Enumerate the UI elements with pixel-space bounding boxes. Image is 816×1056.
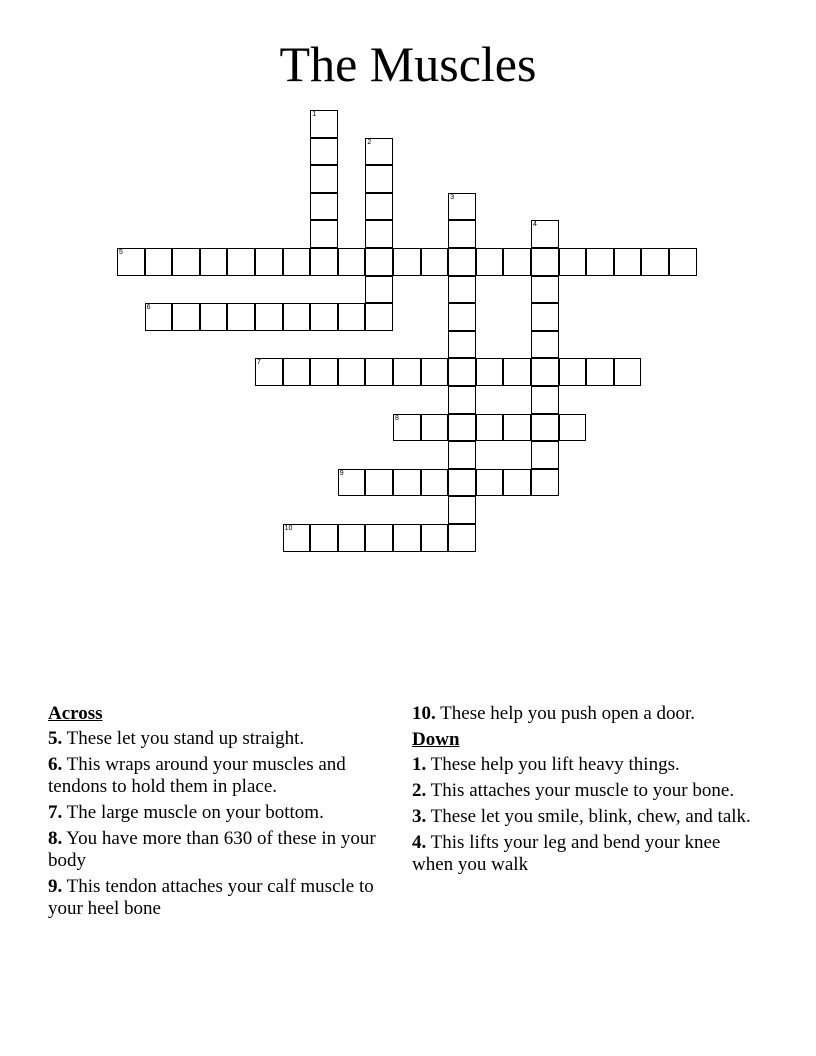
grid-cell[interactable]: [586, 358, 614, 386]
grid-cell[interactable]: [421, 358, 449, 386]
grid-cell[interactable]: [393, 248, 421, 276]
grid-cell[interactable]: [255, 303, 283, 331]
grid-cell[interactable]: [145, 303, 173, 331]
across-clue-7: 7. The large muscle on your bottom.: [48, 802, 324, 823]
grid-cell[interactable]: [476, 414, 504, 442]
across-clue-5: 5. These let you stand up straight.: [48, 728, 305, 749]
grid-cell[interactable]: [310, 248, 338, 276]
grid-cell[interactable]: [172, 303, 200, 331]
grid-cell[interactable]: [283, 358, 311, 386]
cell-number: 7: [257, 359, 261, 367]
across-clue-6: 6. This wraps around your muscles and tendons to hold them in place.: [48, 754, 346, 797]
grid-cell[interactable]: [255, 358, 283, 386]
grid-cell[interactable]: [448, 469, 476, 497]
cell-number: 8: [395, 414, 399, 422]
grid-cell[interactable]: [310, 193, 338, 221]
grid-cell[interactable]: [531, 358, 559, 386]
grid-cell[interactable]: [393, 414, 421, 442]
grid-cell[interactable]: [448, 303, 476, 331]
grid-cell[interactable]: [531, 303, 559, 331]
grid-cell[interactable]: [559, 414, 587, 442]
grid-cell[interactable]: [421, 524, 449, 552]
grid-cell[interactable]: [365, 193, 393, 221]
down-clue-2: 2. This attaches your muscle to your bone.: [412, 780, 735, 801]
grid-cell[interactable]: [669, 248, 697, 276]
grid-cell[interactable]: [421, 414, 449, 442]
across-heading: Across: [48, 703, 103, 724]
cell-number: 4: [533, 221, 537, 229]
grid-cell[interactable]: [531, 220, 559, 248]
grid-cell[interactable]: [448, 331, 476, 359]
cell-number: 6: [146, 304, 151, 312]
grid-cell[interactable]: [503, 248, 531, 276]
clues-column-left: [48, 703, 388, 924]
grid-cell[interactable]: [476, 358, 504, 386]
cell-number: 5: [119, 249, 123, 256]
grid-cell[interactable]: [503, 469, 531, 497]
grid-cell[interactable]: [421, 248, 449, 276]
grid-cell[interactable]: [310, 165, 338, 193]
down-clue-1: 1. These help you lift heavy things.: [412, 754, 680, 775]
grid-cell[interactable]: [310, 358, 338, 386]
grid-cell[interactable]: [310, 138, 338, 166]
grid-cell[interactable]: [531, 414, 559, 442]
grid-cell[interactable]: [448, 276, 476, 304]
grid-cell[interactable]: [365, 469, 393, 497]
grid-cell[interactable]: [614, 358, 642, 386]
grid-cell[interactable]: [200, 303, 228, 331]
grid-cell[interactable]: [283, 248, 311, 276]
cell-number: 9: [339, 469, 344, 477]
grid-cell[interactable]: [448, 414, 476, 442]
grid-cell[interactable]: [448, 524, 476, 552]
grid-cell[interactable]: [338, 469, 366, 497]
across-clue-8: 8. You have more than 630 of these in your body: [48, 828, 376, 871]
grid-cell[interactable]: [503, 358, 531, 386]
cell-number: 2: [367, 138, 372, 146]
grid-cell[interactable]: [200, 248, 228, 276]
down-heading: Down: [412, 729, 460, 750]
grid-cell[interactable]: [338, 303, 366, 331]
grid-cell[interactable]: [145, 248, 173, 276]
grid-cell[interactable]: [531, 331, 559, 359]
down-clue-4: 4. This lifts your leg and bend your knee when you walk: [412, 832, 721, 875]
grid-cell[interactable]: [559, 358, 587, 386]
grid-cell[interactable]: [393, 524, 421, 552]
grid-cell[interactable]: [393, 469, 421, 497]
grid-cell[interactable]: [227, 303, 255, 331]
across-clue-9: 9. This tendon attaches your calf muscle to your heel bone: [48, 876, 374, 919]
grid-cell[interactable]: [476, 469, 504, 497]
grid-cell[interactable]: [365, 358, 393, 386]
grid-cell[interactable]: [310, 303, 338, 331]
grid-cell[interactable]: [531, 469, 559, 497]
grid-cell[interactable]: [448, 386, 476, 414]
grid-cell[interactable]: [338, 524, 366, 552]
grid-cell[interactable]: [421, 469, 449, 497]
grid-cell[interactable]: [531, 441, 559, 469]
grid-cell[interactable]: [531, 386, 559, 414]
grid-cell[interactable]: [338, 248, 366, 276]
clues-column-right: [412, 703, 752, 880]
grid-cell[interactable]: [172, 248, 200, 276]
grid-cell[interactable]: [586, 248, 614, 276]
cell-number: 1: [312, 111, 317, 118]
grid-cell[interactable]: [614, 248, 642, 276]
cell-number: 10: [284, 525, 293, 532]
grid-cell[interactable]: [310, 110, 338, 138]
across-clue-10: 10. These help you push open a door.: [412, 703, 696, 724]
grid-cell[interactable]: [559, 248, 587, 276]
grid-cell[interactable]: [448, 220, 476, 248]
grid-cell[interactable]: [448, 441, 476, 469]
grid-cell[interactable]: [503, 414, 531, 442]
grid-cell[interactable]: [365, 303, 393, 331]
grid-cell[interactable]: [283, 303, 311, 331]
grid-cell[interactable]: [531, 248, 559, 276]
grid-cell[interactable]: [531, 276, 559, 304]
grid-cell[interactable]: [448, 496, 476, 524]
grid-cell[interactable]: [227, 248, 255, 276]
grid-cell[interactable]: [310, 524, 338, 552]
down-clue-3: 3. These let you smile, blink, chew, and talk.: [412, 806, 751, 827]
grid-cell[interactable]: [641, 248, 669, 276]
grid-cell[interactable]: [365, 524, 393, 552]
grid-cell[interactable]: [476, 248, 504, 276]
grid-cell[interactable]: [365, 276, 393, 304]
grid-cell[interactable]: [448, 193, 476, 221]
grid-cell[interactable]: [365, 165, 393, 193]
page-title: The Muscles: [279, 36, 537, 92]
grid-cell[interactable]: [448, 358, 476, 386]
grid-cell[interactable]: [117, 248, 145, 276]
grid-cell[interactable]: [393, 358, 421, 386]
grid-cell[interactable]: [365, 248, 393, 276]
grid-cell[interactable]: [338, 358, 366, 386]
grid-cell[interactable]: [283, 524, 311, 552]
grid-cell[interactable]: [255, 248, 283, 276]
grid-cell[interactable]: [310, 220, 338, 248]
grid-cell[interactable]: [365, 220, 393, 248]
grid-cell[interactable]: [448, 248, 476, 276]
cell-number: 3: [450, 193, 455, 201]
grid-cell[interactable]: [365, 138, 393, 166]
